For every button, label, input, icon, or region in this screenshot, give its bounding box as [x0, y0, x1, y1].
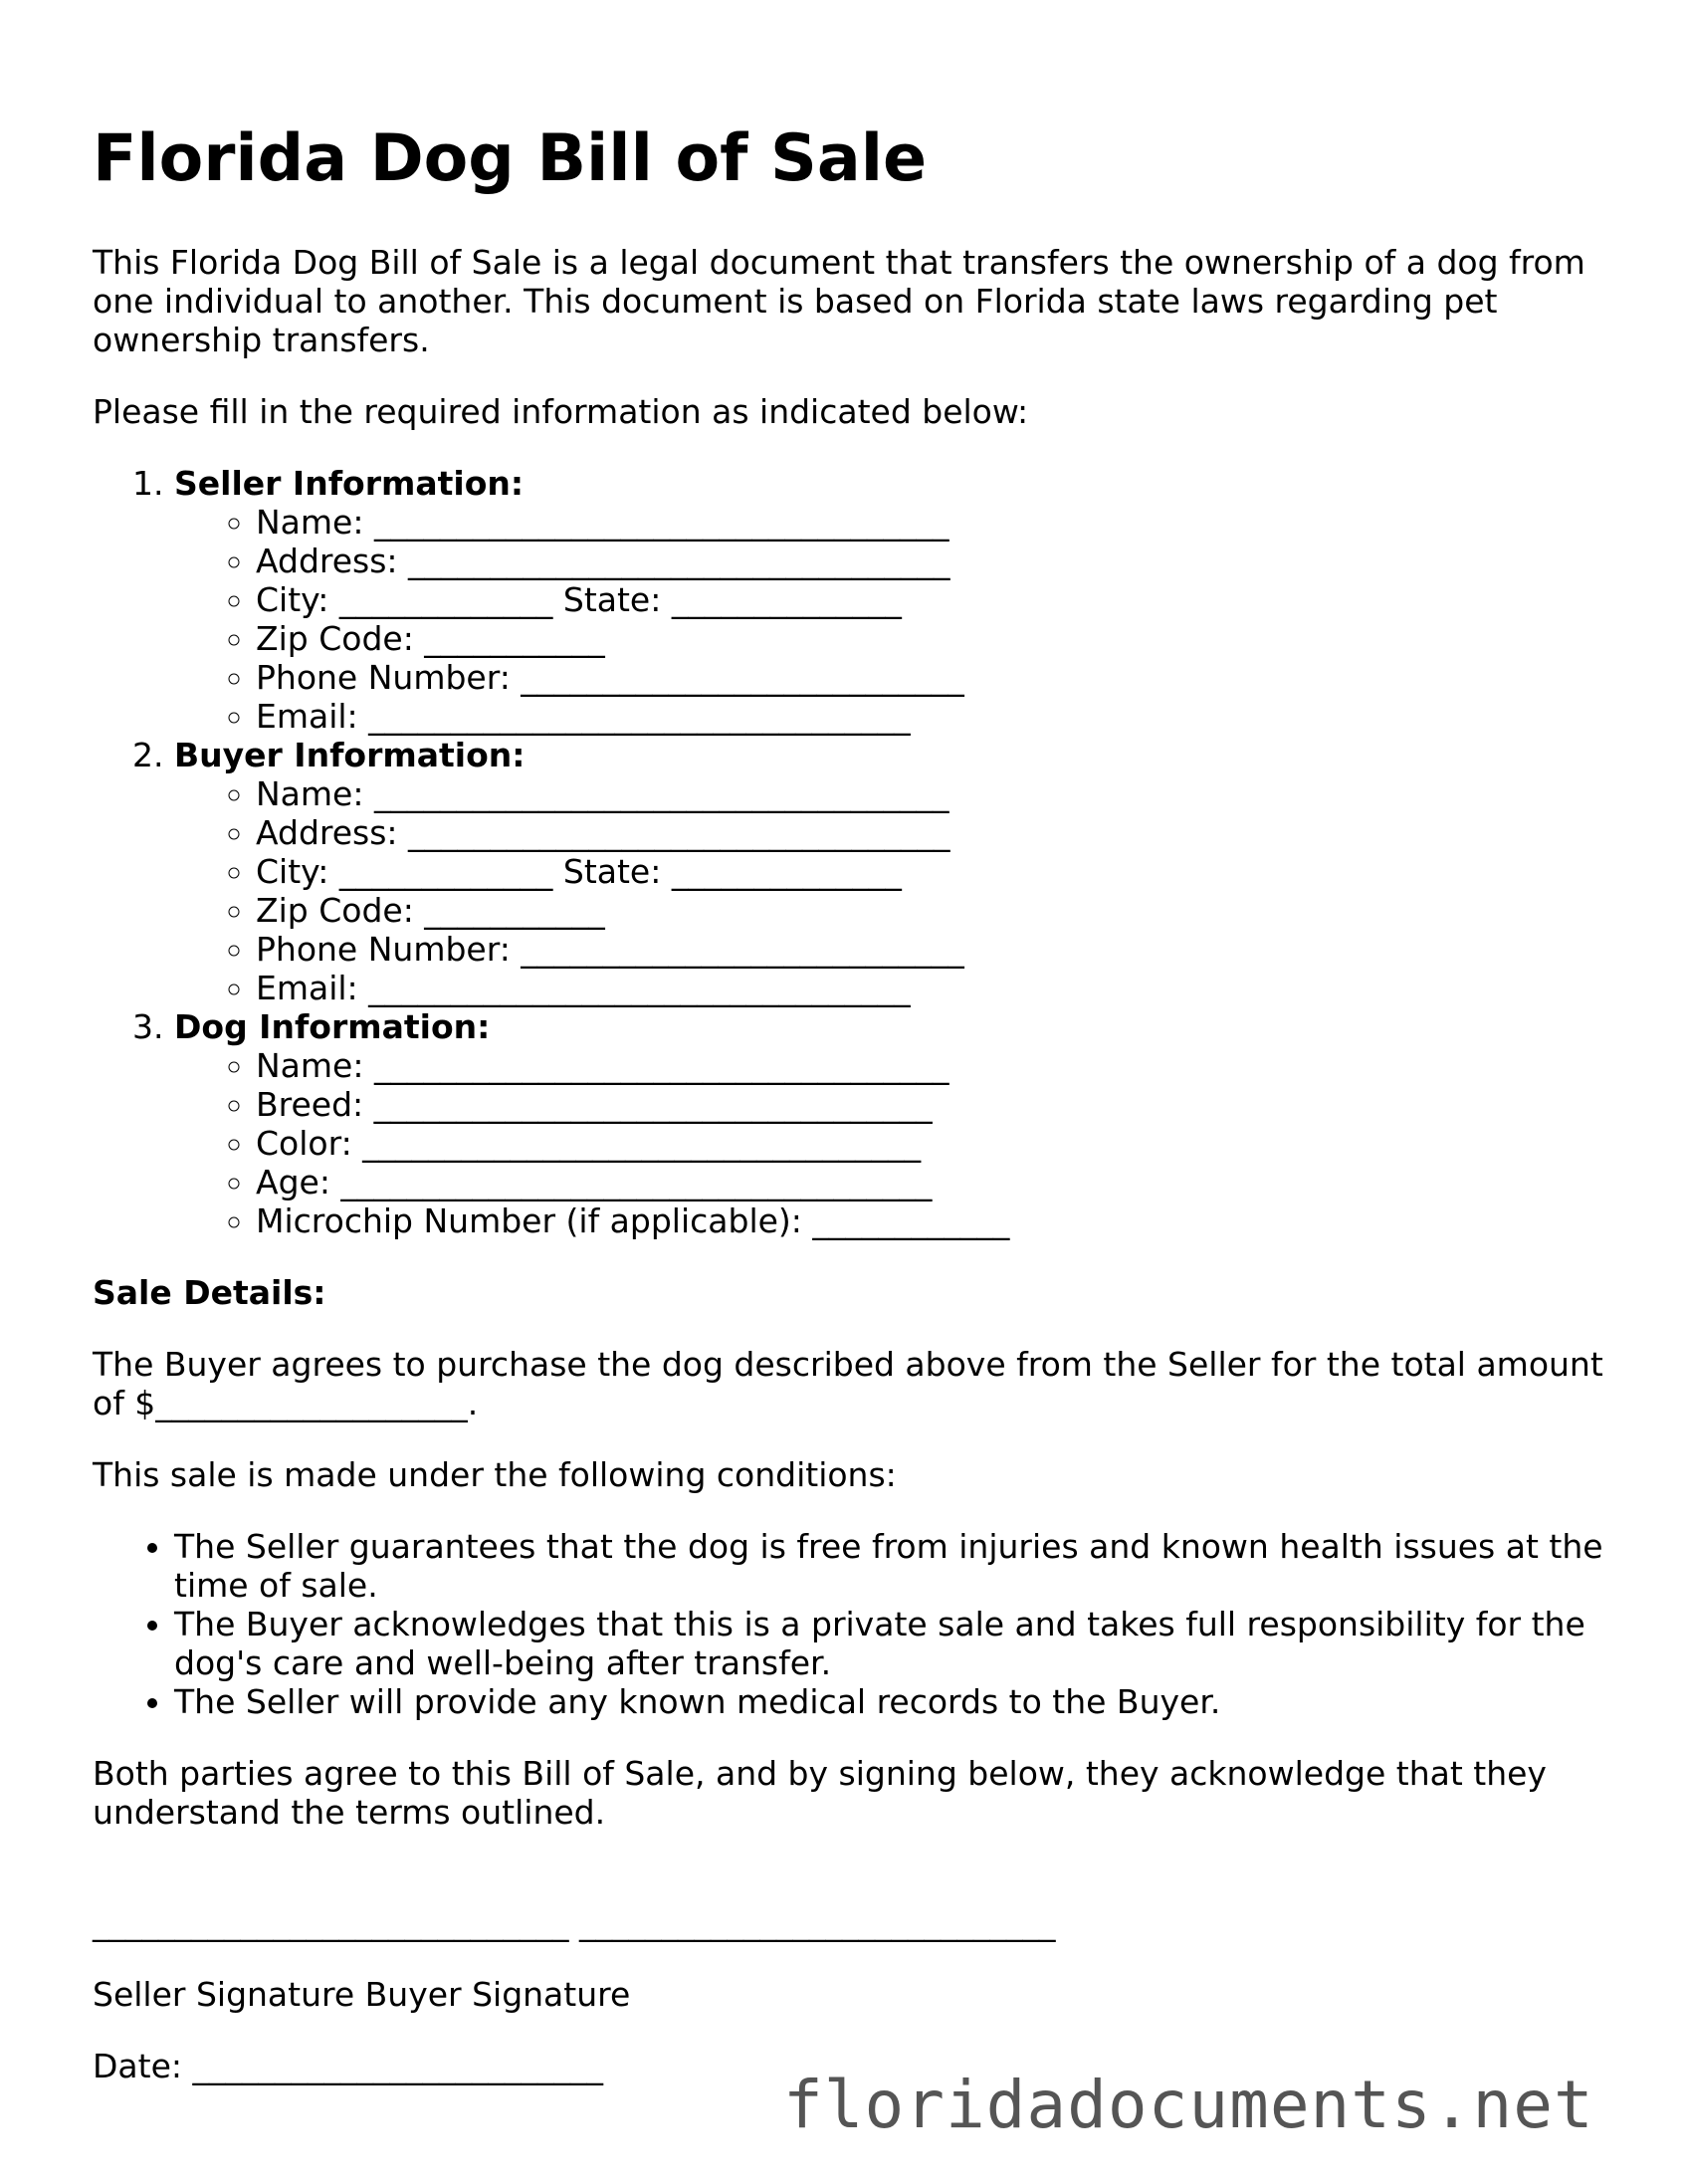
dog-age-field[interactable]: ◦ Age: ____________________________________: [256, 1163, 1605, 1201]
agreement-paragraph: Both parties agree to this Bill of Sale, and by signing below, they acknowledge that they understand the terms outlined.: [93, 1754, 1547, 1832]
buyer-address-field[interactable]: ◦ Address: _________________________________: [256, 813, 1605, 852]
buyer-email-field[interactable]: ◦ Email: _________________________________: [256, 969, 1605, 1007]
instruction-paragraph: Please fill in the required information as indicated below:: [93, 392, 1029, 431]
info-sections: [93, 464, 1605, 1240]
intro-paragraph: This Florida Dog Bill of Sale is a legal document that transfers the ownership of a dog from one individual to another. This document is based on Florida state laws regarding pet ownership transfers.: [93, 243, 1585, 359]
conditions-intro: This sale is made under the following conditions:: [93, 1455, 897, 1494]
seller-zip-field[interactable]: ◦ Zip Code: ___________: [256, 619, 1605, 658]
seller-section: [174, 464, 1605, 736]
seller-city-state-field[interactable]: ◦ City: _____________ State: ______________: [256, 580, 1605, 619]
buyer-city-state-field[interactable]: ◦ City: _____________ State: ______________: [256, 852, 1605, 891]
seller-section-title: Seller Information:: [174, 464, 525, 503]
seller-address-field[interactable]: ◦ Address: _________________________________: [256, 542, 1605, 580]
sale-details-heading: Sale Details:: [93, 1273, 326, 1312]
dog-section-title: Dog Information:: [174, 1007, 491, 1046]
seller-email-field[interactable]: ◦ Email: _________________________________: [256, 697, 1605, 736]
buyer-phone-field[interactable]: ◦ Phone Number: ___________________________: [256, 930, 1605, 969]
buyer-name-field[interactable]: ◦ Name: ___________________________________: [256, 774, 1605, 813]
condition-item: • The Buyer acknowledges that this is a private sale and takes full responsibility for the dog's care and well-being after transfer.: [174, 1605, 1605, 1682]
buyer-zip-field[interactable]: ◦ Zip Code: ___________: [256, 891, 1605, 930]
condition-item: • The Seller guarantees that the dog is free from injuries and known health issues at the time of sale.: [174, 1527, 1605, 1605]
page-title: Florida Dog Bill of Sale: [93, 121, 928, 196]
buyer-fields: [174, 774, 1605, 1007]
seller-phone-field[interactable]: ◦ Phone Number: ___________________________: [256, 658, 1605, 697]
dog-color-field[interactable]: ◦ Color: __________________________________: [256, 1124, 1605, 1163]
dog-microchip-field[interactable]: ◦ Microchip Number (if applicable): ____________: [256, 1201, 1605, 1240]
dog-fields: [174, 1046, 1605, 1240]
seller-fields: [174, 503, 1605, 736]
sale-details-paragraph[interactable]: The Buyer agrees to purchase the dog described above from the Seller for the total amount of $___________________.: [93, 1345, 1603, 1422]
watermark: floridadocuments.net: [783, 2067, 1594, 2143]
buyer-section-title: Buyer Information:: [174, 736, 526, 774]
signature-lines[interactable]: _____________________________ _____________________________: [93, 1903, 1056, 1942]
seller-name-field[interactable]: ◦ Name: ___________________________________: [256, 503, 1605, 542]
dog-name-field[interactable]: ◦ Name: ___________________________________: [256, 1046, 1605, 1085]
dog-breed-field[interactable]: ◦ Breed: __________________________________: [256, 1085, 1605, 1124]
conditions-list: [93, 1527, 1605, 1721]
dog-section: [174, 1007, 1605, 1240]
signature-labels: Seller Signature Buyer Signature: [93, 1975, 631, 2014]
condition-item: • The Seller will provide any known medical records to the Buyer.: [174, 1682, 1605, 1721]
buyer-section: [174, 736, 1605, 1007]
document-page: [93, 109, 1605, 2085]
date-field[interactable]: Date: _________________________: [93, 2047, 603, 2085]
